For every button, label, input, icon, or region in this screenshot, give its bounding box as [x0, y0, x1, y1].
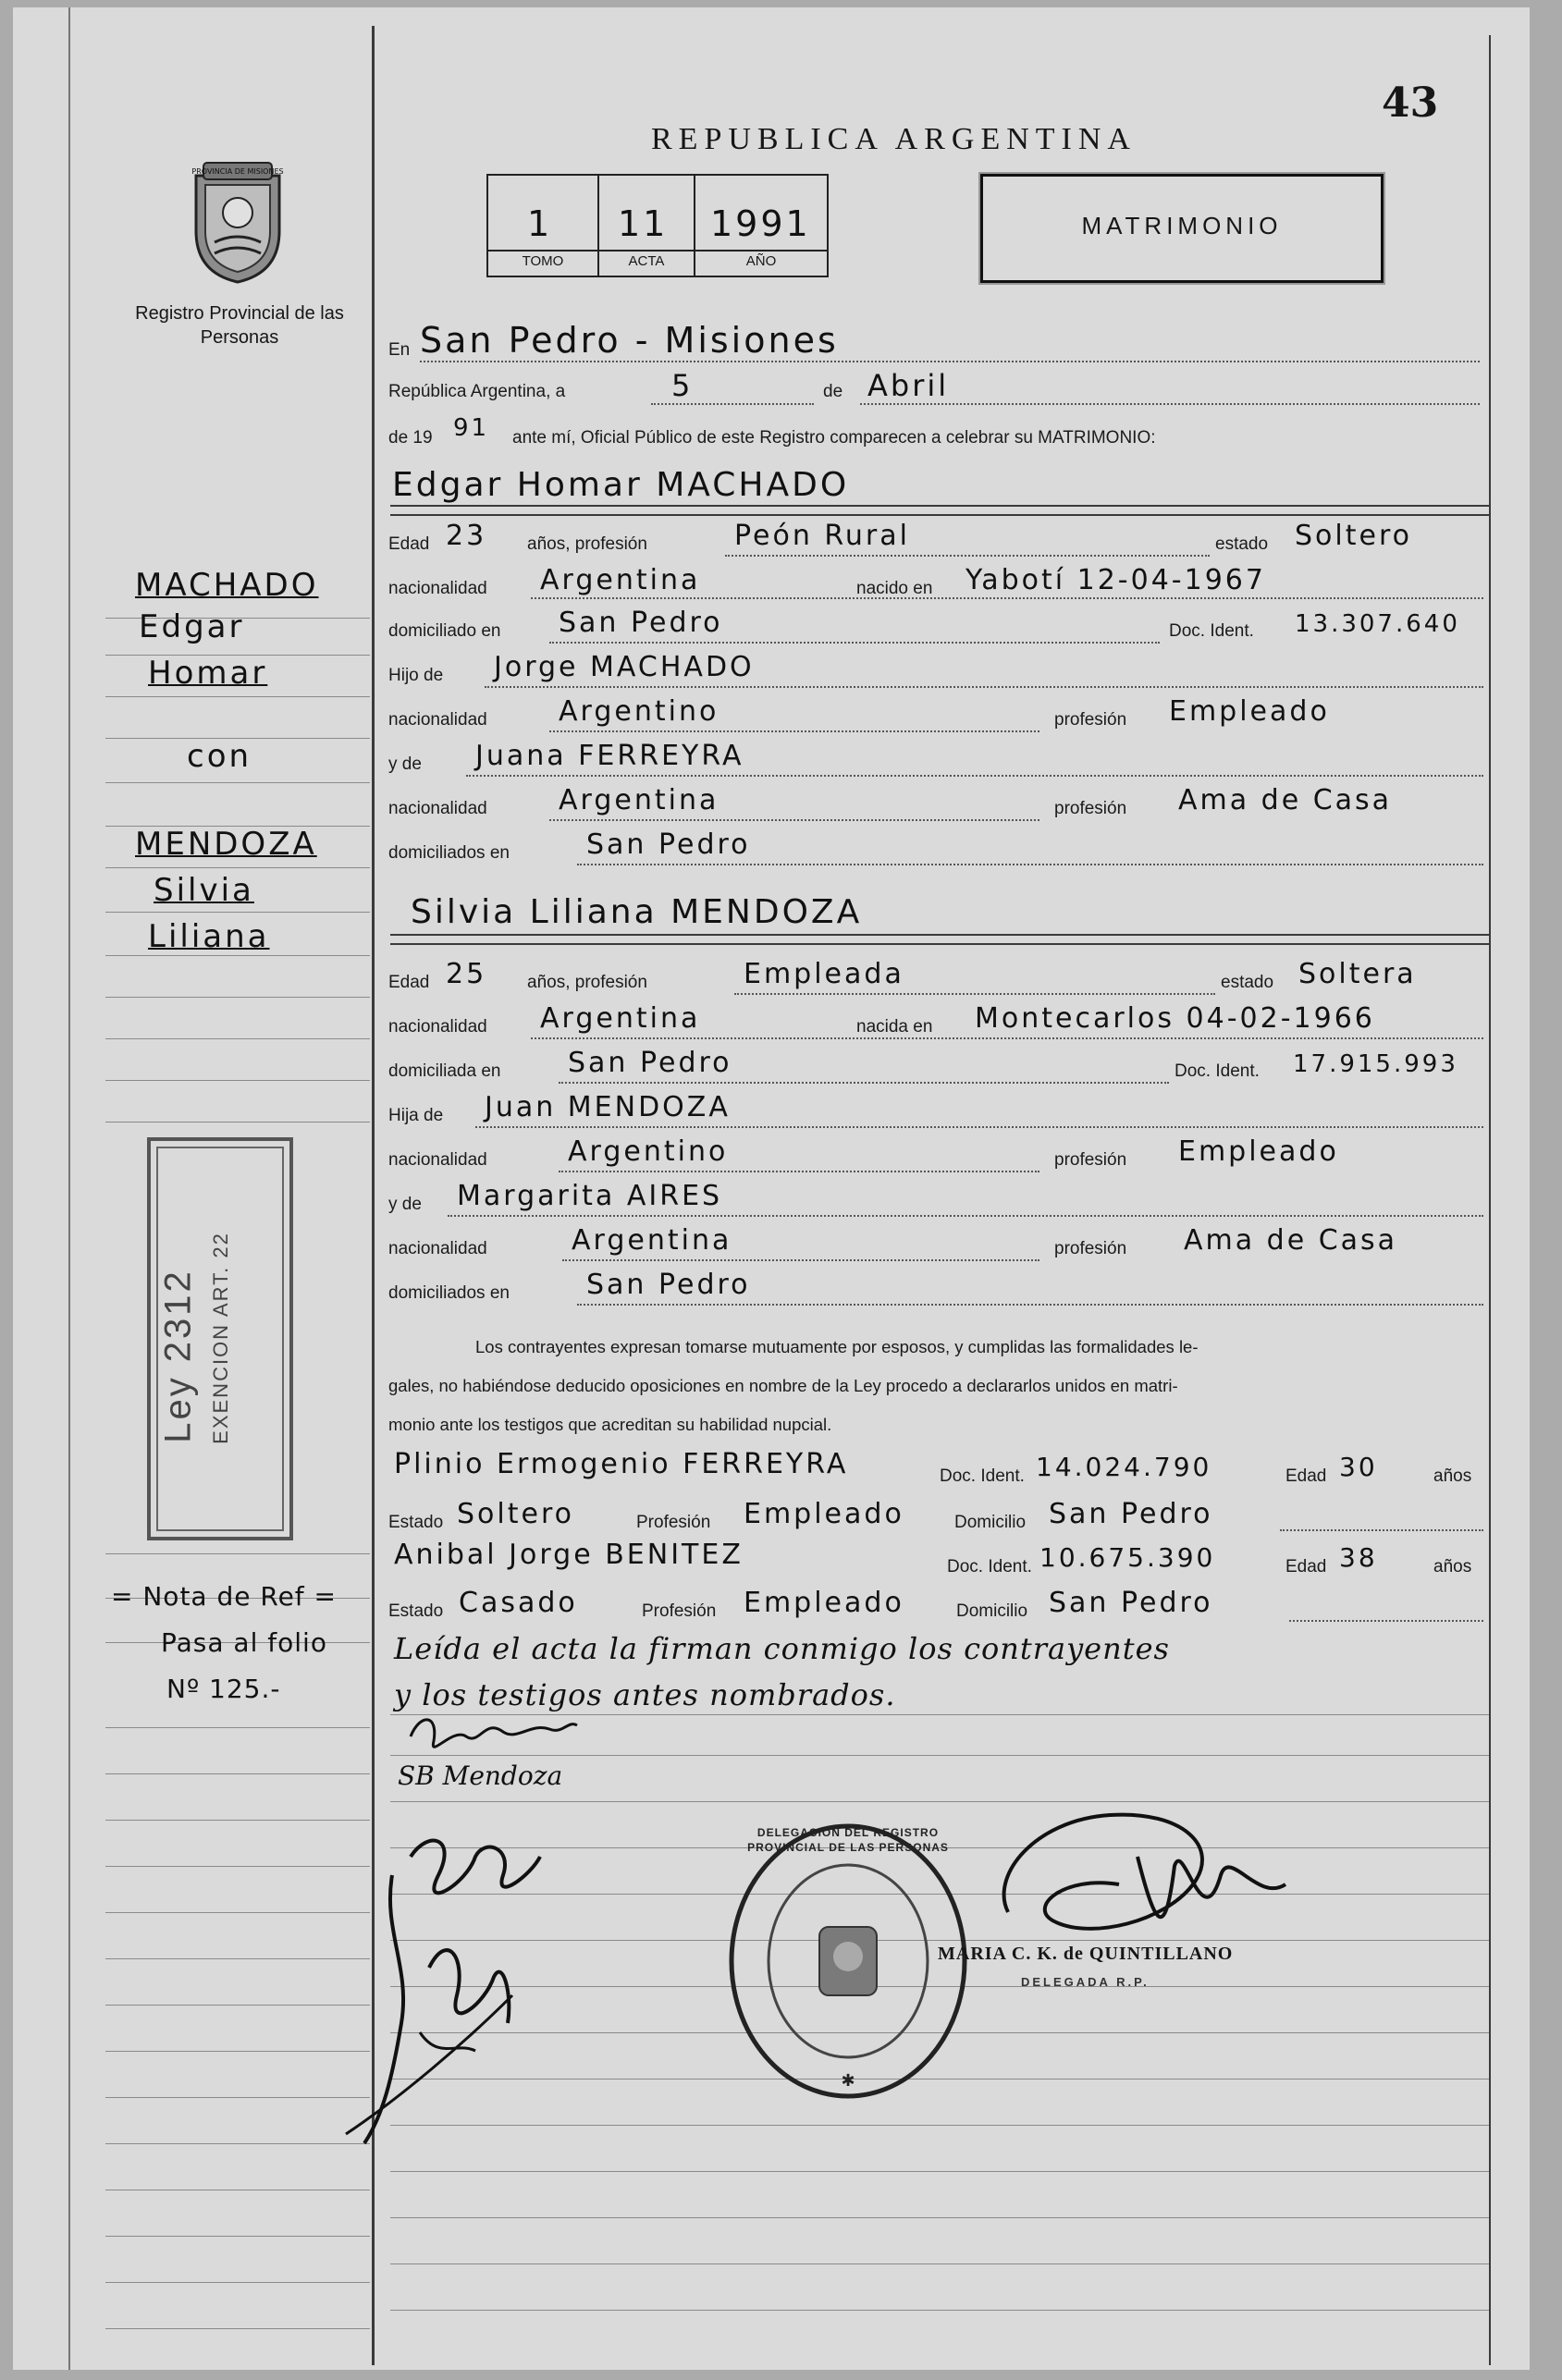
bride-mother: Margarita AIRES [457, 1180, 723, 1212]
margin-bride-first: Silvia [154, 872, 254, 909]
acta-label: ACTA [628, 253, 665, 269]
witness-signatures [327, 1820, 623, 2153]
bride-age: 25 [446, 958, 487, 990]
margin-groom-second: Homar [148, 655, 268, 692]
margin-bride-second: Liliana [148, 918, 270, 955]
de-label: de [823, 382, 843, 401]
groom-signature [401, 1709, 586, 1764]
groom-father-nationality: Argentino [559, 695, 720, 728]
groom-parents-dom-label: domiciliados en [388, 843, 510, 863]
bride-mother-nat-label: nacionalidad [388, 1239, 487, 1258]
margin-con: con [187, 738, 252, 775]
year-prefix-label: de 19 [388, 428, 433, 448]
bride-signature: SB Mendoza [398, 1760, 563, 1791]
bride-father: Juan MENDOZA [485, 1091, 731, 1123]
statement-text: ante mí, Oficial Público de este Registro comparecen a celebrar su MATRIMONIO: [512, 428, 1156, 448]
witness1-age: 30 [1339, 1452, 1378, 1482]
bride-father-prof-label: profesión [1054, 1150, 1127, 1170]
margin-groom-first: Edgar [139, 608, 245, 645]
groom-birthplace: Yabotí 12-04-1967 [965, 564, 1266, 596]
groom-dom-label: domiciliado en [388, 621, 501, 641]
bride-dom-label: domiciliada en [388, 1061, 501, 1081]
witness2-doc: 10.675.390 [1039, 1542, 1216, 1573]
bride-mother-prof-label: profesión [1054, 1239, 1127, 1258]
bride-doc-label: Doc. Ident. [1175, 1061, 1260, 1081]
groom-status: Soltero [1295, 520, 1412, 552]
year-suffix-value: 91 [453, 414, 490, 442]
groom-mother-nat-label: nacionalidad [388, 799, 487, 818]
witness1-address: San Pedro [1049, 1498, 1213, 1530]
bride-mother-profession: Ama de Casa [1184, 1224, 1398, 1257]
document-type-box [980, 174, 1384, 283]
document-page [13, 7, 1530, 2370]
bride-anos-label: años, profesión [527, 973, 647, 992]
witness2-address: San Pedro [1049, 1587, 1213, 1619]
groom-edad-label: Edad [388, 534, 430, 554]
gutter-rule [68, 7, 70, 2370]
page-number: 43 [1382, 80, 1439, 127]
groom-hijo-label: Hijo de [388, 666, 444, 685]
witness2-profession: Empleado [744, 1587, 904, 1619]
witness2-age: 38 [1339, 1542, 1378, 1573]
stamp-exento-text: EXENCION ART. 22 [209, 1232, 232, 1444]
declaration-line1: Los contrayentes expresan tomarse mutuamente por esposos, y cumplidas las formalidades le- [475, 1337, 1199, 1356]
ano-label: AÑO [745, 253, 777, 269]
bride-mother-nationality: Argentina [572, 1224, 732, 1257]
declaration-line3: monio ante los testigos que acreditan su habilidad nupcial. [388, 1415, 832, 1434]
groom-profession: Peón Rural [734, 520, 910, 552]
bride-estado-label: estado [1221, 973, 1274, 992]
groom-address: San Pedro [559, 607, 723, 639]
bride-address: San Pedro [568, 1047, 732, 1079]
bride-nat-label: nacionalidad [388, 1017, 487, 1037]
tomo-label: TOMO [522, 253, 564, 269]
witness1-status: Soltero [457, 1498, 574, 1530]
witness2-name: Anibal Jorge BENITEZ [394, 1539, 744, 1571]
day-value: 5 [671, 368, 694, 403]
witness2-doc-label: Doc. Ident. [947, 1557, 1032, 1576]
official-title: DELEGADA R.P. [1021, 1975, 1150, 1989]
witness1-doc: 14.024.790 [1036, 1452, 1212, 1482]
groom-mother-profession: Ama de Casa [1178, 784, 1393, 816]
reference-box [486, 174, 829, 277]
witness2-status: Casado [459, 1587, 578, 1619]
bride-profession: Empleada [744, 958, 904, 990]
margin-groom-surname: MACHADO [135, 567, 319, 604]
bride-nationality: Argentina [540, 1002, 701, 1035]
groom-parents-address: San Pedro [586, 828, 751, 861]
official-name: MARIA C. K. de QUINTILLANO [938, 1944, 1234, 1964]
witness2-estado-label: Estado [388, 1601, 444, 1621]
closing-line1: Leída el acta la firman conmigo los contrayentes [394, 1631, 1170, 1666]
groom-nationality: Argentina [540, 564, 701, 596]
acta-value: 11 [618, 203, 669, 244]
margin-bride-surname: MENDOZA [135, 826, 317, 863]
witness1-doc-label: Doc. Ident. [940, 1466, 1025, 1486]
groom-father: Jorge MACHADO [494, 651, 755, 683]
groom-nat-label: nacionalidad [388, 579, 487, 598]
stamp-ley-text: Ley 2312 [157, 1269, 199, 1443]
witness1-dom-label: Domicilio [954, 1513, 1027, 1532]
bride-father-profession: Empleado [1178, 1135, 1339, 1168]
declaration-line2: gales, no habiéndose deducido oposiciones en nombre de la Ley procedo a declararlos unidos en matri- [388, 1376, 1178, 1395]
provincial-coat-of-arms-icon [178, 157, 298, 287]
bride-hija-label: Hija de [388, 1106, 444, 1125]
place-value: San Pedro - Misiones [420, 320, 839, 361]
right-border-rule [1489, 35, 1491, 2365]
witness2-anos-label: años [1433, 1557, 1472, 1576]
witness1-name: Plinio Ermogenio FERREYRA [394, 1448, 849, 1480]
witness2-dom-label: Domicilio [956, 1601, 1028, 1621]
month-value: Abril [867, 368, 950, 403]
bride-status: Soltera [1298, 958, 1417, 990]
witness1-estado-label: Estado [388, 1513, 444, 1532]
svg-text:PROVINCIA DE MISIONES: PROVINCIA DE MISIONES [191, 167, 284, 176]
witness1-profession: Empleado [744, 1498, 904, 1530]
closing-line2: y los testigos antes nombrados. [394, 1677, 896, 1712]
margin-note-line1: = Nota de Ref = [111, 1581, 338, 1612]
groom-anos-label: años, profesión [527, 534, 647, 554]
registry-name: Registro Provincial de las Personas [135, 303, 344, 348]
seal-ring-text: DELEGACION DEL REGISTRO PROVINCIAL DE LAS PERSONAS [747, 1826, 949, 1854]
document-title: REPUBLICA ARGENTINA [651, 122, 1137, 156]
en-label: En [388, 340, 411, 360]
official-round-seal [723, 1818, 973, 2104]
groom-father-nat-label: nacionalidad [388, 710, 487, 730]
tomo-value: 1 [527, 203, 553, 244]
groom-mother-prof-label: profesión [1054, 799, 1127, 818]
svg-text:✱: ✱ [841, 2071, 855, 2090]
exemption-stamp [147, 1137, 293, 1540]
groom-estado-label: estado [1215, 534, 1269, 554]
witness1-prof-label: Profesión [636, 1513, 711, 1532]
groom-age: 23 [446, 520, 487, 552]
witness1-edad-label: Edad [1285, 1466, 1327, 1486]
groom-mother: Juana FERREYRA [475, 740, 744, 772]
groom-yde-label: y de [388, 754, 422, 774]
groom-father-profession: Empleado [1169, 695, 1330, 728]
bride-father-nat-label: nacionalidad [388, 1150, 487, 1170]
bride-parents-address: San Pedro [586, 1269, 751, 1301]
groom-doc: 13.307.640 [1295, 610, 1460, 638]
witness2-prof-label: Profesión [642, 1601, 717, 1621]
groom-nacido-label: nacido en [856, 579, 933, 598]
bride-birthplace: Montecarlos 04-02-1966 [975, 1002, 1375, 1035]
groom-name: Edgar Homar MACHADO [392, 466, 850, 504]
groom-doc-label: Doc. Ident. [1169, 621, 1254, 641]
groom-father-prof-label: profesión [1054, 710, 1127, 730]
bride-edad-label: Edad [388, 973, 430, 992]
bride-doc: 17.915.993 [1293, 1050, 1458, 1078]
bride-father-nationality: Argentino [568, 1135, 729, 1168]
witness1-anos-label: años [1433, 1466, 1472, 1486]
margin-note-line2: Pasa al folio [161, 1627, 327, 1658]
document-type-label: MATRIMONIO [1081, 212, 1283, 239]
groom-mother-nationality: Argentina [559, 784, 720, 816]
bride-name: Silvia Liliana MENDOZA [411, 893, 863, 931]
ano-value: 1991 [710, 203, 811, 244]
bride-yde-label: y de [388, 1195, 422, 1214]
bride-nacida-label: nacida en [856, 1017, 933, 1037]
bride-parents-dom-label: domiciliados en [388, 1283, 510, 1303]
witness2-edad-label: Edad [1285, 1557, 1327, 1576]
margin-note-line3: Nº 125.- [166, 1674, 281, 1704]
republic-label: República Argentina, a [388, 382, 566, 401]
